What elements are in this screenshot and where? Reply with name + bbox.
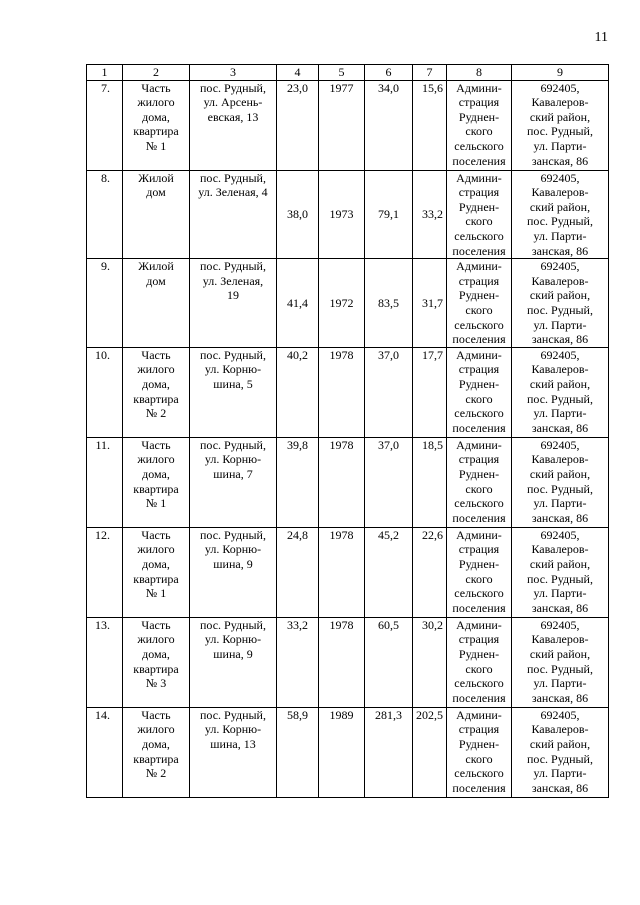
holder-name: Админи- страция Руднен- ского сельского поселения — [447, 170, 512, 259]
residual-value: 15,6 — [413, 80, 447, 170]
residual-value: 31,7 — [413, 259, 447, 348]
table-row — [87, 80, 609, 170]
row-number: 9. — [87, 259, 123, 348]
table-row — [87, 347, 609, 437]
column-number-header-row — [87, 65, 609, 81]
book-value: 45,2 — [365, 527, 413, 617]
total-area: 40,2 — [277, 347, 319, 437]
property-register-table — [86, 64, 609, 798]
build-year: 1978 — [319, 617, 365, 707]
holder-name: Админи- страция Руднен- ского сельского поселения — [447, 707, 512, 797]
object-type: Часть жилого дома, квартира № 3 — [123, 617, 190, 707]
object-type: Часть жилого дома, квартира № 1 — [123, 80, 190, 170]
table-row — [87, 259, 609, 348]
residual-value: 202,5 — [413, 707, 447, 797]
column-number: 6 — [365, 65, 413, 81]
object-address: пос. Рудный, ул. Арсень- евская, 13 — [190, 80, 277, 170]
total-area: 33,2 — [277, 617, 319, 707]
holder-address: 692405, Кавалеров- ский район, пос. Рудный, ул. Парти- занская, 86 — [512, 527, 609, 617]
object-type: Часть жилого дома, квартира № 1 — [123, 527, 190, 617]
column-number: 2 — [123, 65, 190, 81]
object-address: пос. Рудный, ул. Корню- шина, 9 — [190, 617, 277, 707]
build-year: 1972 — [319, 259, 365, 348]
column-number: 9 — [512, 65, 609, 81]
row-number: 14. — [87, 707, 123, 797]
build-year: 1978 — [319, 347, 365, 437]
residual-value: 33,2 — [413, 170, 447, 259]
book-value: 79,1 — [365, 170, 413, 259]
residual-value: 30,2 — [413, 617, 447, 707]
holder-address: 692405, Кавалеров- ский район, пос. Рудный, ул. Парти- занская, 86 — [512, 347, 609, 437]
holder-name: Админи- страция Руднен- ского сельского поселения — [447, 80, 512, 170]
object-type: Часть жилого дома, квартира № 1 — [123, 437, 190, 527]
column-number: 1 — [87, 65, 123, 81]
row-number: 7. — [87, 80, 123, 170]
column-number: 8 — [447, 65, 512, 81]
page-number: 11 — [594, 30, 608, 45]
total-area: 38,0 — [277, 170, 319, 259]
build-year: 1978 — [319, 437, 365, 527]
table-row — [87, 170, 609, 259]
table-row — [87, 437, 609, 527]
row-number: 8. — [87, 170, 123, 259]
holder-name: Админи- страция Руднен- ского сельского поселения — [447, 259, 512, 348]
row-number: 12. — [87, 527, 123, 617]
holder-name: Админи- страция Руднен- ского сельского поселения — [447, 437, 512, 527]
object-type: Жилой дом — [123, 170, 190, 259]
residual-value: 22,6 — [413, 527, 447, 617]
column-number: 3 — [190, 65, 277, 81]
book-value: 37,0 — [365, 437, 413, 527]
holder-address: 692405, Кавалеров- ский район, пос. Рудный, ул. Парти- занская, 86 — [512, 259, 609, 348]
build-year: 1977 — [319, 80, 365, 170]
column-number: 5 — [319, 65, 365, 81]
holder-address: 692405, Кавалеров- ский район, пос. Рудный, ул. Парти- занская, 86 — [512, 437, 609, 527]
book-value: 37,0 — [365, 347, 413, 437]
holder-address: 692405, Кавалеров- ский район, пос. Рудный, ул. Парти- занская, 86 — [512, 170, 609, 259]
row-number: 13. — [87, 617, 123, 707]
build-year: 1978 — [319, 527, 365, 617]
holder-address: 692405, Кавалеров- ский район, пос. Рудный, ул. Парти- занская, 86 — [512, 617, 609, 707]
object-type: Часть жилого дома, квартира № 2 — [123, 347, 190, 437]
build-year: 1973 — [319, 170, 365, 259]
row-number: 11. — [87, 437, 123, 527]
column-number: 7 — [413, 65, 447, 81]
column-number: 4 — [277, 65, 319, 81]
table-row — [87, 617, 609, 707]
residual-value: 18,5 — [413, 437, 447, 527]
table-row — [87, 707, 609, 797]
object-address: пос. Рудный, ул. Корню- шина, 9 — [190, 527, 277, 617]
book-value: 34,0 — [365, 80, 413, 170]
total-area: 24,8 — [277, 527, 319, 617]
object-address: пос. Рудный, ул. Корню- шина, 7 — [190, 437, 277, 527]
total-area: 39,8 — [277, 437, 319, 527]
book-value: 281,3 — [365, 707, 413, 797]
object-type: Часть жилого дома, квартира № 2 — [123, 707, 190, 797]
book-value: 83,5 — [365, 259, 413, 348]
holder-address: 692405, Кавалеров- ский район, пос. Рудный, ул. Парти- занская, 86 — [512, 80, 609, 170]
build-year: 1989 — [319, 707, 365, 797]
object-address: пос. Рудный, ул. Зеленая, 19 — [190, 259, 277, 348]
total-area: 41,4 — [277, 259, 319, 348]
total-area: 58,9 — [277, 707, 319, 797]
row-number: 10. — [87, 347, 123, 437]
holder-name: Админи- страция Руднен- ского сельского поселения — [447, 347, 512, 437]
book-value: 60,5 — [365, 617, 413, 707]
table-row — [87, 527, 609, 617]
object-type: Жилой дом — [123, 259, 190, 348]
residual-value: 17,7 — [413, 347, 447, 437]
total-area: 23,0 — [277, 80, 319, 170]
object-address: пос. Рудный, ул. Корню- шина, 5 — [190, 347, 277, 437]
holder-name: Админи- страция Руднен- ского сельского поселения — [447, 527, 512, 617]
object-address: пос. Рудный, ул. Зеленая, 4 — [190, 170, 277, 259]
holder-name: Админи- страция Руднен- ского сельского поселения — [447, 617, 512, 707]
object-address: пос. Рудный, ул. Корню- шина, 13 — [190, 707, 277, 797]
holder-address: 692405, Кавалеров- ский район, пос. Рудный, ул. Парти- занская, 86 — [512, 707, 609, 797]
